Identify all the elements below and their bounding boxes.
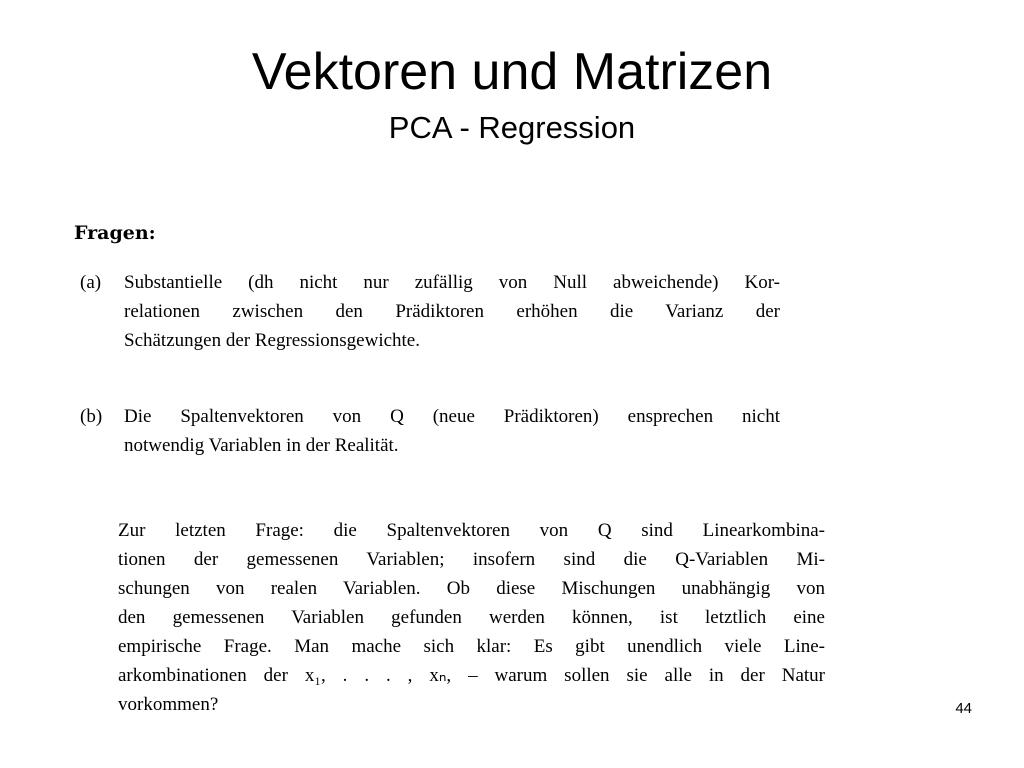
- answer-line: tionen der gemessenen Variablen; insofern sind die Q-Variablen Mi-: [118, 549, 825, 570]
- questions-heading: Fragen:: [74, 222, 156, 244]
- answer-line: arkombinationen der x₁, . . . , xₙ, – warum sollen sie alle in der Natur: [118, 665, 825, 686]
- answer-line: Zur letzten Frage: die Spaltenvektoren von Q sind Linearkombina-: [118, 520, 825, 541]
- question-a: [80, 268, 780, 355]
- question-line: Schätzungen der Regressionsgewichte.: [124, 330, 420, 351]
- answer-line: empirische Frage. Man mache sich klar: Es gibt unendlich viele Line-: [118, 636, 825, 657]
- slide-subtitle: PCA - Regression: [388, 110, 636, 145]
- question-line: Die Spaltenvektoren von Q (neue Prädiktoren) ensprechen nicht: [124, 406, 780, 427]
- question-line: notwendig Variablen in der Realität.: [124, 435, 399, 456]
- answer-line: schungen von realen Variablen. Ob diese Mischungen unabhängig von: [118, 578, 825, 599]
- question-b: [80, 402, 780, 460]
- answer-paragraph: [118, 516, 825, 719]
- question-text: [124, 402, 780, 460]
- slide-title: Vektoren und Matrizen: [251, 43, 773, 101]
- question-text: [124, 268, 780, 355]
- page-number: 44: [955, 700, 972, 717]
- question-line: relationen zwischen den Prädiktoren erhöhen die Varianz der: [124, 301, 780, 322]
- question-label: (a): [80, 272, 102, 293]
- question-label: (b): [80, 406, 103, 427]
- answer-line: den gemessenen Variablen gefunden werden können, ist letztlich eine: [118, 607, 825, 628]
- answer-line: vorkommen?: [118, 694, 219, 715]
- question-line: Substantielle (dh nicht nur zufällig von Null abweichende) Kor-: [124, 272, 780, 293]
